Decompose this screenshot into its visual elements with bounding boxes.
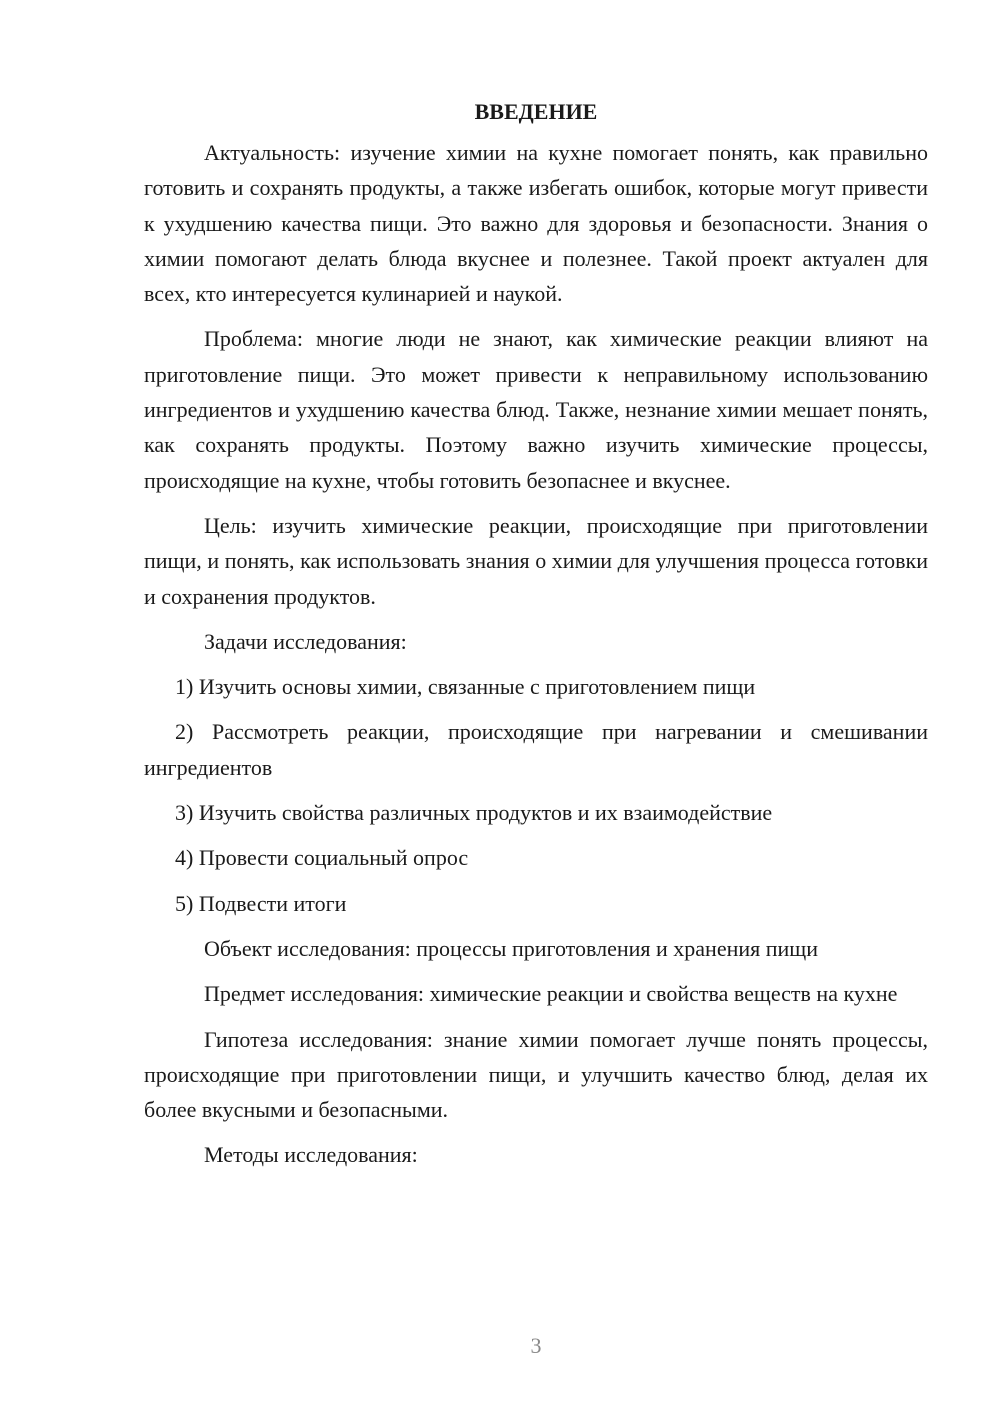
- page-title: ВВЕДЕНИЕ: [474, 99, 598, 124]
- relevance-paragraph: Актуальность: изучение химии на кухне помогает понять, как правильно готовить и сохранять продукты, а также избегать ошибок, которые могут привести к ухудшению качества пищи. Это важно для здоровья и безопасности. Знания о химии помогают делать блюда вкуснее и полезнее. Такой проект актуален для всех, кто интересуется кулинарией и наукой.: [144, 140, 928, 307]
- tasks-heading: Задачи исследования:: [204, 628, 407, 654]
- hypothesis-paragraph: Гипотеза исследования: знание химии помогает лучше понять процессы, происходящие при приготовлении пищи, и улучшить качество блюд, делая их более вкусными и безопасными.: [144, 1026, 928, 1123]
- task-item-1: 1) Изучить основы химии, связанные с приготовлением пищи: [175, 674, 756, 700]
- task-item-3: 3) Изучить свойства различных продуктов и их взаимодействие: [175, 800, 773, 826]
- task-item-5: 5) Подвести итоги: [175, 890, 347, 916]
- object-paragraph: Объект исследования: процессы приготовления и хранения пищи: [204, 935, 819, 961]
- methods-heading: Методы исследования:: [204, 1142, 418, 1168]
- task-item-4: 4) Провести социальный опрос: [175, 845, 469, 871]
- problem-paragraph: Проблема: многие люди не знают, как химические реакции влияют на приготовление пищи. Это может привести к неправильному использованию ингредиентов и ухудшению качества блюд. Также, незнание химии мешает понять, как сохранять продукты. Поэтому важно изучить химические процессы, происходящие на кухне, чтобы готовить безопаснее и вкуснее.: [144, 326, 928, 493]
- page-content: [144, 94, 928, 1183]
- subject-paragraph: Предмет исследования: химические реакции и свойства веществ на кухне: [204, 981, 898, 1007]
- task-item-2: 2) Рассмотреть реакции, происходящие при нагревании и смешивании ингредиентов: [144, 719, 928, 780]
- page-number: 3: [530, 1333, 542, 1358]
- goal-paragraph: Цель: изучить химические реакции, происходящие при приготовлении пищи, и понять, как использовать знания о химии для улучшения процесса готовки и сохранения продуктов.: [144, 512, 928, 609]
